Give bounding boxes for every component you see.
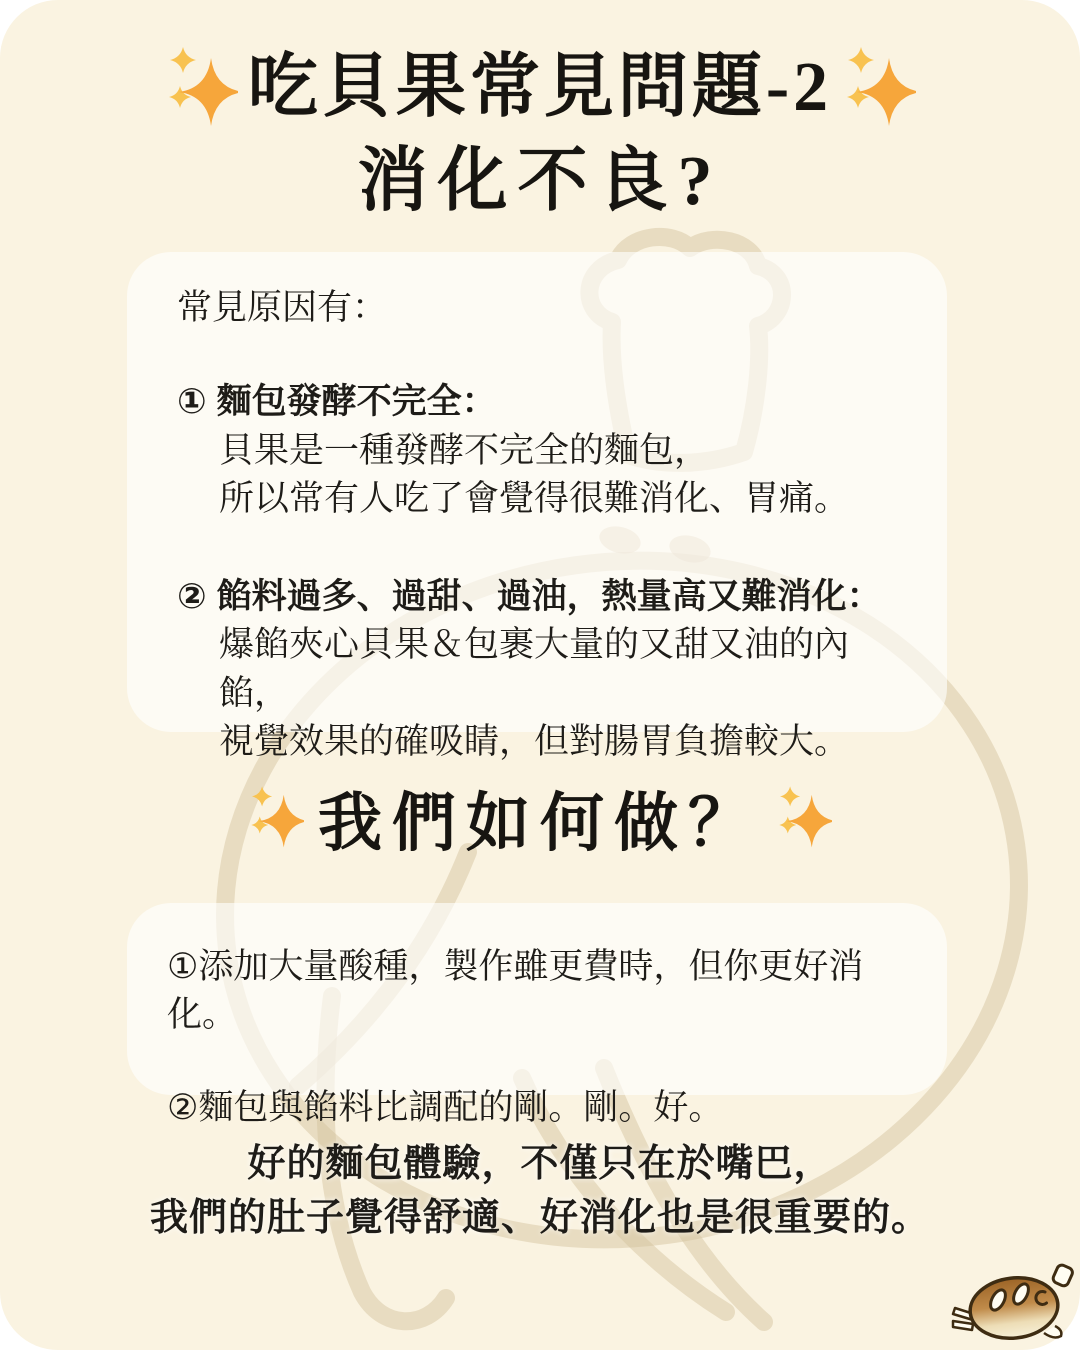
cause-2-heading: ② 餡料過多、過甜、過油，熱量高又難消化：: [177, 577, 882, 617]
cause-2-body: [177, 621, 909, 766]
how-we-do-heading-text: 我們如何做？: [318, 788, 762, 859]
sparkles-icon: [164, 44, 238, 132]
page-title: [0, 44, 1080, 223]
cause-1-line-1: 貝果是一種發酵不完全的麵包，: [219, 430, 710, 470]
how-we-do-heading: [0, 772, 1080, 864]
cause-item-2: [177, 573, 909, 766]
cause-1-heading: ① 麵包發酵不完全：: [177, 382, 497, 422]
causes-card: [127, 252, 947, 762]
solution-item-2: ②麵包與餡料比調配的剛。剛。好。: [167, 1087, 724, 1127]
closing-line-1: 好的麵包體驗，不僅只在於嘴巴，: [247, 1143, 833, 1185]
bread-bun-mascot: [948, 1262, 1078, 1347]
cause-1-line-2: 所以常有人吃了會覺得很難消化、胃痛。: [219, 478, 850, 518]
sparkles-icon: [776, 784, 832, 852]
sparkles-icon: [248, 784, 304, 852]
cause-2-line-2: 視覺效果的確吸睛，但對腸胃負擔較大。: [219, 722, 850, 762]
cause-1-body: [177, 427, 909, 524]
closing-statement: [0, 1138, 1080, 1246]
solutions-card: [127, 903, 947, 1127]
cause-item-1: [177, 378, 909, 523]
solution-item-1: ①添加大量酸種，製作雖更費時，但你更好消化。: [167, 947, 864, 1035]
sparkles-icon: [842, 44, 916, 132]
cause-2-number: ②: [177, 577, 207, 617]
closing-line-2: 我們的肚子覺得舒適、好消化也是很重要的。: [149, 1196, 930, 1239]
cause-1-number: ①: [177, 382, 207, 422]
causes-intro: 常見原因有：: [177, 288, 388, 327]
title-line2: 消化不良?: [357, 143, 723, 220]
cause-2-line-1: 爆餡夾心貝果＆包裹大量的又甜又油的內餡，: [219, 625, 850, 713]
title-line1: 吃貝果常見問題-2: [247, 48, 833, 126]
